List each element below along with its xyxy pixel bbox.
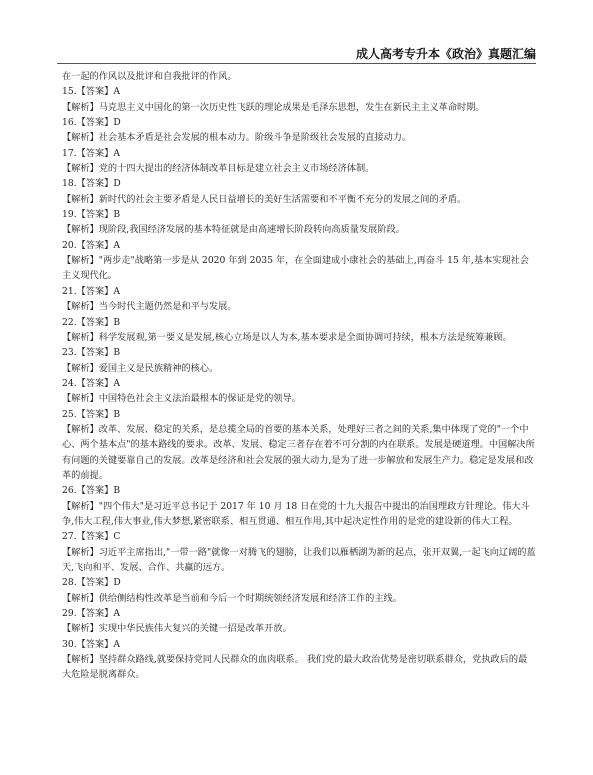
answer-key: 24.【答案】A	[62, 377, 120, 389]
answer-key: 26.【答案】B	[62, 485, 121, 497]
analysis-text: 【解析】坚持群众路线,就要保持党同人民群众的血肉联系。 我们党的最大政治优势是密切联系群众，党执政后的最大危险是脱离群众。	[62, 654, 528, 681]
analysis-text: 【解析】习近平主席指出,"一带一路"就像一对腾飞的翅膀，让我们以雁栖湖为新的起点，张开双翼,一起飞向辽阔的蓝天,飞向和平、发展、合作、共赢的远方。	[62, 546, 536, 573]
analysis-text: 【解析】"四个伟大"是习近平总书记于 2017 年 10 月 18 日在党的十九大报告中提出的治国理政方针理论。伟大斗争,伟大工程,伟大事业,伟大梦想,紧密联系、相互贯通、相互作用,其中起决定性作用的是党的建设新的伟大工程。	[62, 500, 530, 527]
answer-key: 19.【答案】B	[62, 209, 121, 221]
analysis-text: 【解析】新时代的社会主要矛盾是人民日益增长的美好生活需要和不平衡不充分的发展之间的矛盾。	[62, 193, 467, 205]
answer-content	[62, 69, 536, 683]
answer-key: 16.【答案】D	[62, 117, 121, 129]
header-divider	[57, 63, 536, 64]
page-header-title: 成人高考专升本《政治》真题汇编	[355, 47, 536, 61]
answer-key: 20.【答案】A	[62, 239, 120, 251]
analysis-text: 【解析】实现中华民族伟大复兴的关键一招是改革开放。	[62, 623, 292, 635]
answer-key: 29.【答案】A	[62, 608, 120, 620]
analysis-text: 【解析】现阶段,我国经济发展的基本特征就是由高速增长阶段转向高质量发展阶段。	[62, 224, 405, 236]
answer-key: 22.【答案】B	[62, 316, 121, 328]
analysis-text: 【解析】社会基本矛盾是社会发展的根本动力。阶级斗争是阶级社会发展的直接动力。	[62, 132, 412, 144]
analysis-text: 【解析】"两步走"战略第一步是从 2020 年到 2035 年，在全面建成小康社会的基础上,再奋斗 15 年,基本实现社会主义现代化。	[62, 255, 529, 282]
answer-key: 21.【答案】A	[62, 285, 120, 297]
analysis-text: 【解析】中国特色社会主义法治最根本的保证是党的领导。	[62, 393, 301, 405]
analysis-text: 【解析】党的十四大提出的经济体制改革目标是建立社会主义市场经济体制。	[62, 163, 375, 175]
analysis-text: 【解析】爱国主义是民族精神的核心。	[62, 362, 219, 374]
answer-key: 27.【答案】C	[62, 531, 121, 543]
analysis-text: 【解析】科学发展观,第一要义是发展,核心立场是以人为本,基本要求是全面协调可持续，根本方法是统筹兼顾。	[62, 331, 512, 343]
analysis-text: 【解析】当今时代主题仍然是和平与发展。	[62, 301, 237, 313]
analysis-text: 【解析】马克思主义中国化的第一次历史性飞跃的理论成果是毛泽东思想，发生在新民主主义革命时期。	[62, 101, 485, 113]
analysis-text: 【解析】改革、发展、稳定的关系，是总揽全局的首要的基本关系，处理好三者之间的关系,集中体现了党的"一个中心、两个基本点"的基本路线的要求。改革、发展、稳定三者存在着不可分割的内在联系。发展是硬道理。中国解决所有问题的关键要靠自己的发展。改革是经济和社会发展的强大动力,是为了进一步解放和发展生产力。稳定是发展和改革的前提。	[62, 423, 535, 481]
answer-list	[62, 84, 536, 682]
answer-key: 15.【答案】A	[62, 86, 120, 98]
intro-text: 在一起的作风以及批评和自我批评的作风。	[62, 71, 237, 82]
answer-key: 23.【答案】B	[62, 347, 121, 359]
answer-key: 18.【答案】D	[62, 178, 121, 190]
answer-key: 28.【答案】D	[62, 577, 121, 589]
answer-key: 30.【答案】A	[62, 638, 120, 650]
analysis-text: 【解析】供给侧结构性改革是当前和今后一个时期统领经济发展和经济工作的主线。	[62, 592, 402, 604]
answer-key: 17.【答案】A	[62, 147, 120, 159]
answer-key: 25.【答案】B	[62, 408, 121, 420]
